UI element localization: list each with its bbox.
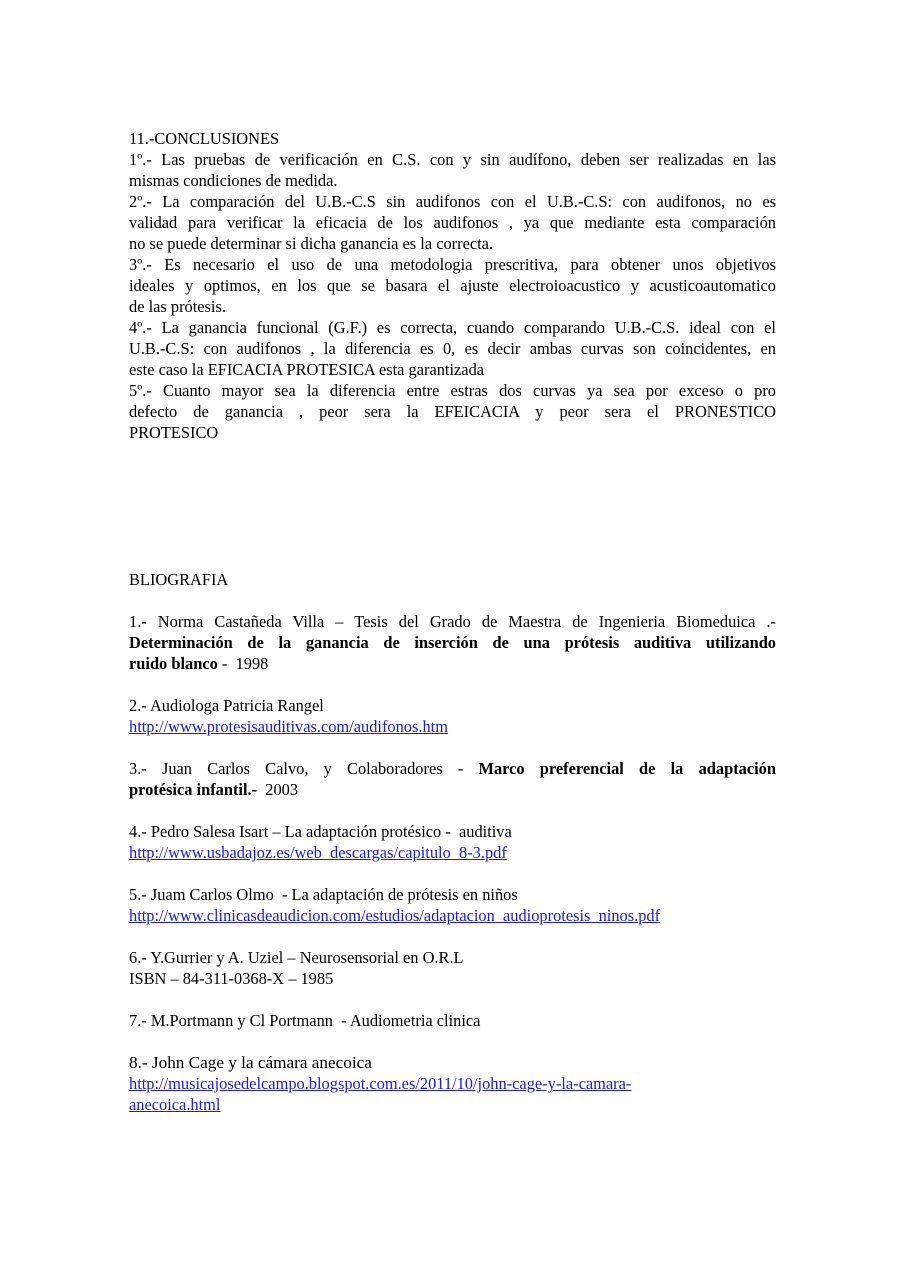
- entry-title-bold: protésica infantil.-: [129, 780, 258, 799]
- entry-title-bold: Marco preferencial de la adaptación: [478, 759, 776, 778]
- entry-link[interactable]: http://www.protesisauditivas.com/audifonos.htm: [129, 717, 448, 736]
- bibliography-entry-1: [129, 611, 776, 674]
- spacer: [129, 737, 776, 758]
- conclusion-line: este caso la EFICACIA PROTESICA esta garantizada: [129, 360, 485, 379]
- spacer: [129, 1031, 776, 1052]
- entry-author-line: 7.- M.Portmann y Cl Portmann - Audiometria clinica: [129, 1011, 481, 1030]
- conclusion-line: U.B.-C.S: con audifonos , la diferencia es 0, es decir ambas curvas son coincidentes, en: [129, 339, 776, 358]
- conclusion-item-5: [129, 380, 776, 443]
- entry-link-line: [129, 905, 776, 926]
- entry-link[interactable]: anecoica.html: [129, 1095, 221, 1114]
- entry-title-line: [129, 653, 776, 674]
- entry-year: 2003: [257, 780, 299, 799]
- document-page: [129, 128, 776, 1115]
- spacer: [129, 800, 776, 821]
- entry-link[interactable]: http://www.clinicasdeaudicion.com/estudios/adaptacion_audioprotesis_ninos.pdf: [129, 906, 661, 925]
- conclusion-line: 3º.- Es necesario el uso de una metodologia prescritiva, para obtener unos objetivos: [129, 255, 776, 274]
- conclusion-item-1: [129, 149, 776, 191]
- bibliography-entry-5: [129, 884, 776, 926]
- conclusion-line: 2º.- La comparación del U.B.-C.S sin audifonos con el U.B.-C.S: con audifonos, no es: [129, 192, 776, 211]
- bibliography-entry-3: [129, 758, 776, 800]
- conclusion-line: defecto de ganancia , peor sera la EFEICACIA y peor sera el PRONESTICO: [129, 402, 776, 421]
- conclusion-line: de las prótesis.: [129, 297, 226, 316]
- conclusion-item-3: [129, 254, 776, 317]
- conclusions-heading: 11.-CONCLUSIONES: [129, 129, 280, 148]
- spacer: [129, 989, 776, 1010]
- entry-link-line: [129, 842, 776, 863]
- spacer: [129, 590, 776, 611]
- entry-link[interactable]: http://musicajosedelcampo.blogspot.com.es/2011/10/john-cage-y-la-camara-: [129, 1074, 632, 1093]
- entry-author-line: 1.- Norma Castañeda Villa – Tesis del Grado de Maestra de Ingenieria Biomeduica .-: [129, 612, 776, 631]
- conclusion-line: PROTESICO: [129, 423, 219, 442]
- conclusion-line: mismas condiciones de medida.: [129, 171, 338, 190]
- bibliography-entry-2: [129, 695, 776, 737]
- entry-title-line: [129, 779, 776, 800]
- entry-title-bold: Determinación de la ganancia de inserción de una prótesis auditiva utilizando: [129, 633, 776, 652]
- spacer: [129, 674, 776, 695]
- conclusion-line: 4º.- La ganancia funcional (G.F.) es correcta, cuando comparando U.B.-C.S. ideal con el: [129, 318, 776, 337]
- entry-author-line: 5.- Juam Carlos Olmo - La adaptación de prótesis en niños: [129, 885, 518, 904]
- entry-author-line: 4.- Pedro Salesa Isart – La adaptación protésico - auditiva: [129, 822, 512, 841]
- conclusion-item-2: [129, 191, 776, 254]
- entry-year: - 1998: [217, 654, 269, 673]
- entry-isbn-line: ISBN – 84-311-0368-X – 1985: [129, 969, 334, 988]
- entry-author: 3.- Juan Carlos Calvo, y Colaboradores -: [129, 759, 479, 778]
- spacer: [129, 863, 776, 884]
- conclusion-line: ideales y optimos, en los que se basara el ajuste electroioacustico y acusticoautomatico: [129, 276, 776, 295]
- conclusion-line: no se puede determinar si dicha ganancia es la correcta.: [129, 234, 494, 253]
- bibliography-entry-8: [129, 1052, 776, 1115]
- bibliography-heading: BLIOGRAFIA: [129, 570, 229, 589]
- entry-title-line: [129, 632, 776, 653]
- entry-author-line: [129, 758, 776, 779]
- section-spacer: [129, 443, 776, 569]
- entry-author-line: 6.- Y.Gurrier y A. Uziel – Neurosensorial en O.R.L: [129, 948, 464, 967]
- bibliography-entry-7: [129, 1010, 776, 1031]
- conclusion-line: 5º.- Cuanto mayor sea la diferencia entre estras dos curvas ya sea por exceso o pro: [129, 381, 776, 400]
- entry-link-line: [129, 716, 776, 737]
- conclusion-item-4: [129, 317, 776, 380]
- conclusion-line: 1º.- Las pruebas de verificación en C.S. con y sin audífono, deben ser realizadas en las: [129, 150, 776, 169]
- entry-author-line: 2.- Audiologa Patricia Rangel: [129, 696, 324, 715]
- bibliography-entry-6: [129, 947, 776, 989]
- entry-author-line: 8.- John Cage y la cámara anecoica: [129, 1053, 372, 1072]
- entry-link[interactable]: http://www.usbadajoz.es/web_descargas/capitulo_8-3.pdf: [129, 843, 507, 862]
- bibliography-entry-4: [129, 821, 776, 863]
- entry-link-line: [129, 1073, 776, 1094]
- entry-title-bold: ruido blanco: [129, 654, 218, 673]
- spacer: [129, 926, 776, 947]
- entry-link-line: [129, 1094, 776, 1115]
- conclusion-line: validad para verificar la eficacia de los audifonos , ya que mediante esta comparación: [129, 213, 776, 232]
